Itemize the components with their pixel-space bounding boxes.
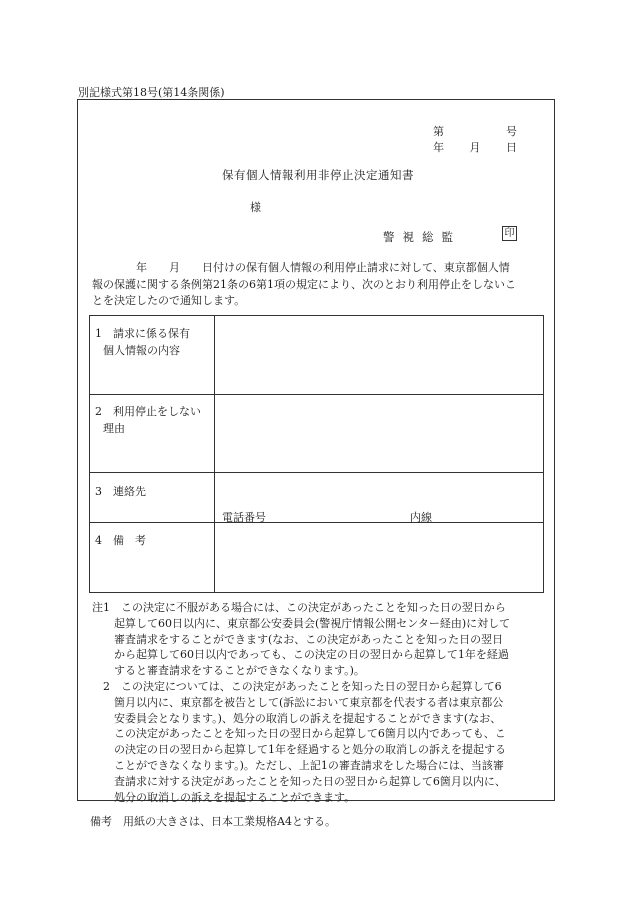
note-line: 起算して60日以内に、東京都公安委員会(警視庁情報公開センター経由)に対して (92, 616, 511, 630)
number-suffix: 号 (506, 125, 517, 138)
details-table (89, 315, 544, 593)
extension-label: 内線 (410, 511, 432, 524)
table-row-divider (90, 472, 543, 473)
table-row-divider (90, 522, 543, 523)
note-line: の決定の日の翌日から起算して1年を経過すると処分の取消しの訴えを提起する (92, 743, 506, 757)
row-label-remarks: 4 備 考 (95, 534, 146, 547)
table-row-divider (90, 394, 543, 395)
form-label: 別記様式第18号(第14条関係) (78, 86, 225, 99)
number-prefix: 第 (433, 125, 444, 138)
note-line: ことができなくなります。)。ただし、上記1の審査請求をした場合には、当該審 (92, 758, 504, 772)
note-line: 審査請求をすることができます(なお、この決定があったことを知った日の翌日 (92, 632, 504, 646)
body-line: とを決定したので通知します。 (92, 294, 246, 307)
footer-remark: 備考 用紙の大きさは、日本工業規格A4とする。 (90, 815, 336, 828)
body-line: 報の保護に関する条例第21条の6第1項の規定により、次のとおり利用停止をしないこ (92, 277, 516, 291)
recipient-honorific: 様 (250, 201, 261, 214)
notice-body (92, 260, 544, 310)
note-line: 処分の取消しの訴えを提起することができます。 (92, 790, 356, 804)
document-title: 保有個人情報利用非停止決定通知書 (222, 168, 414, 182)
notes-section (92, 600, 552, 805)
note-line: 箇月以内に、東京都を被告として(訴訟において東京都を代表する者は東京都公 (92, 695, 504, 709)
row-label-contact: 3 連絡先 (95, 485, 146, 498)
note-line: 安委員会となります。)、処分の取消しの訴えを提起することができます(なお、 (92, 711, 502, 725)
table-column-divider (214, 316, 215, 592)
date-month: 月 (469, 141, 481, 154)
note-line: から起算して60日以内であっても、この決定の日の翌日から起算して1年を経過 (92, 648, 509, 662)
row-label-reason: 2 利用停止をしない 理由 (95, 405, 201, 435)
seal-mark: 印 (502, 226, 517, 241)
note-line: 注1 この決定に不服がある場合には、この決定があったことを知った日の翌日から (92, 601, 506, 614)
row-label-requested-info: 1 請求に係る保有 個人情報の内容 (95, 327, 190, 357)
note-line: すると審査請求をすることができなくなります。)。 (92, 664, 365, 678)
note-line: 査請求に対する決定があったことを知った日の翌日から起算して6箇月以内に、 (92, 774, 506, 788)
document-date-row (433, 139, 517, 155)
body-line: 年 月 日付けの保有個人情報の利用停止請求に対して、東京都個人情 (92, 261, 510, 274)
issuer-name: 警視総監 (383, 230, 461, 244)
note-line: この決定があったことを知った日の翌日から起算して6箇月以内であっても、こ (92, 727, 506, 741)
phone-number-label: 電話番号 (222, 511, 266, 524)
date-day: 日 (506, 141, 517, 154)
date-year: 年 (433, 141, 444, 154)
note-line: 2 この決定については、この決定があったことを知った日の翌日から起算して6 (92, 679, 502, 693)
document-number-row (433, 123, 517, 139)
